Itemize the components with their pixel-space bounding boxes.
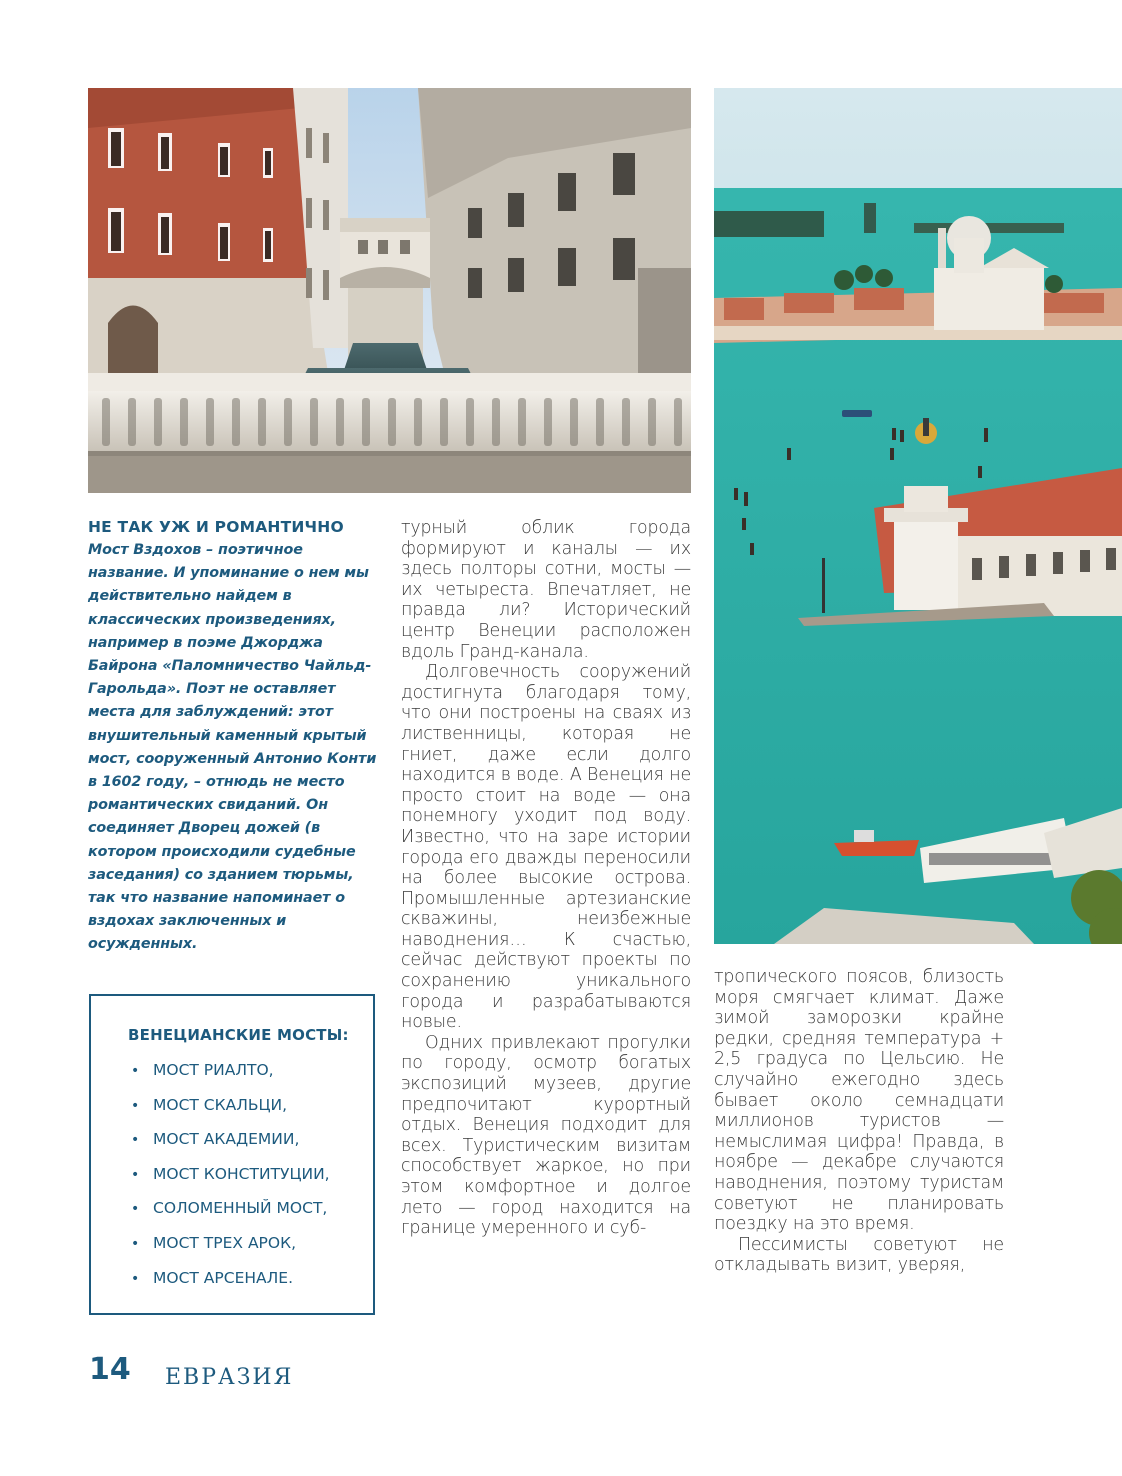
bridge-name: МОСТ РИАЛТО, (153, 1061, 274, 1079)
bullet-icon: • (131, 1270, 140, 1287)
venice-lagoon-image (714, 88, 1122, 944)
bridge-of-sighs-photo (88, 88, 691, 493)
sidebar-heading: НЕ ТАК УЖ И РОМАНТИЧНО (88, 518, 344, 536)
venetian-bridges-box (89, 994, 375, 1315)
bridges-list-item (131, 1164, 330, 1199)
bridge-name: МОСТ АКАДЕМИИ, (153, 1130, 300, 1149)
article-column-3 (714, 967, 1004, 1276)
bridges-list-item (131, 1095, 330, 1130)
article-paragraph: Одних привлекают прогулки по городу, осмотр богатых экспозиций музеев, другие предпочитают курортный отдых. Венеция подходит для всех. Туристическим визитам способствует жаркое, но при этом комфортное и долгое лето — город находится на границе умеренного и суб- (401, 1032, 691, 1239)
article-paragraph: Долговечность сооружений достигнута благодаря тому, что они построены на сваях из лиственницы, которая не гниет, даже если долго находится в воде. А Венеция не просто стоит на воде — она понемногу уходит под воду. Известно, что на заре истории города его дважды переносили на более высокие острова. Промышленные артезианские скважины, неизбежные наводнения… К счастью, сейчас действуют проекты по сохранению уникального города и разрабатываются новые. (401, 662, 691, 1033)
bridge-name: МОСТ СКАЛЬЦИ, (153, 1095, 288, 1114)
article-paragraph: турный облик города формируют и каналы — их здесь полторы сотни, мосты — их четыреста. Впечатляет, не правда ли? Исторический центр Венеции расположен вдоль Гранд-канала. (401, 518, 691, 662)
bridges-list-item (131, 1060, 330, 1095)
magazine-name: ЕВРАЗИЯ (165, 1365, 294, 1390)
page-number: 14 (89, 1352, 131, 1387)
sidebar-body: Мост Вздохов – поэтичное название. И упоминание о нем мы действительно найдем в классических произведениях, например в поэме Джорджа Байрона «Паломничество Чайльд-Гарольда». Поэт не оставляет места для заблуждений: этот внушительный каменный крытый мост, сооруженный Антонио Конти в 1602 году, – отнюдь не место романтических свиданий. Он соединяет Дворец дожей (в котором происходили судебные заседания) со зданием тюрьмы, так что название напоминает о вздохах заключенных и осужденных. (88, 542, 377, 953)
bridges-list-item (131, 1129, 330, 1164)
bridge-of-sighs-image (88, 88, 691, 493)
bridge-name: МОСТ ТРЕХ АРОК, (153, 1233, 297, 1252)
bullet-icon: • (131, 1132, 140, 1149)
bridge-name: МОСТ АРСЕНАЛЕ. (153, 1268, 293, 1287)
bridges-list-item (131, 1233, 330, 1268)
bullet-icon: • (131, 1235, 140, 1252)
bridge-name: СОЛОМЕННЫЙ МОСТ, (153, 1199, 328, 1218)
article-paragraph: тропического поясов, близость моря смягчает климат. Даже зимой заморозки крайне редки, средняя температура + 2,5 градуса по Цельсию. Не случайно ежегодно здесь бывает около семнадцати миллионов туристов — немыслимая цифра! Правда, в ноябре — декабре случаются наводнения, поэтому туристам советуют не планировать поездку на это время. (714, 967, 1004, 1235)
bridges-list (131, 1060, 330, 1302)
bullet-icon: • (131, 1097, 140, 1114)
article-column-2 (401, 518, 691, 1239)
venice-lagoon-photo (714, 88, 1122, 944)
sidebar-note (88, 518, 378, 957)
bridge-name: МОСТ КОНСТИТУЦИИ, (153, 1164, 330, 1183)
bullet-icon: • (131, 1201, 140, 1218)
bridges-list-item (131, 1268, 330, 1303)
bullet-icon: • (131, 1166, 140, 1183)
bridges-box-title: ВЕНЕЦИАНСКИЕ МОСТЫ: (128, 1026, 349, 1044)
bullet-icon: • (131, 1063, 140, 1079)
bridges-list-item (131, 1198, 330, 1233)
article-paragraph: Пессимисты советуют не откладывать визит, уверяя, (714, 1234, 1004, 1276)
